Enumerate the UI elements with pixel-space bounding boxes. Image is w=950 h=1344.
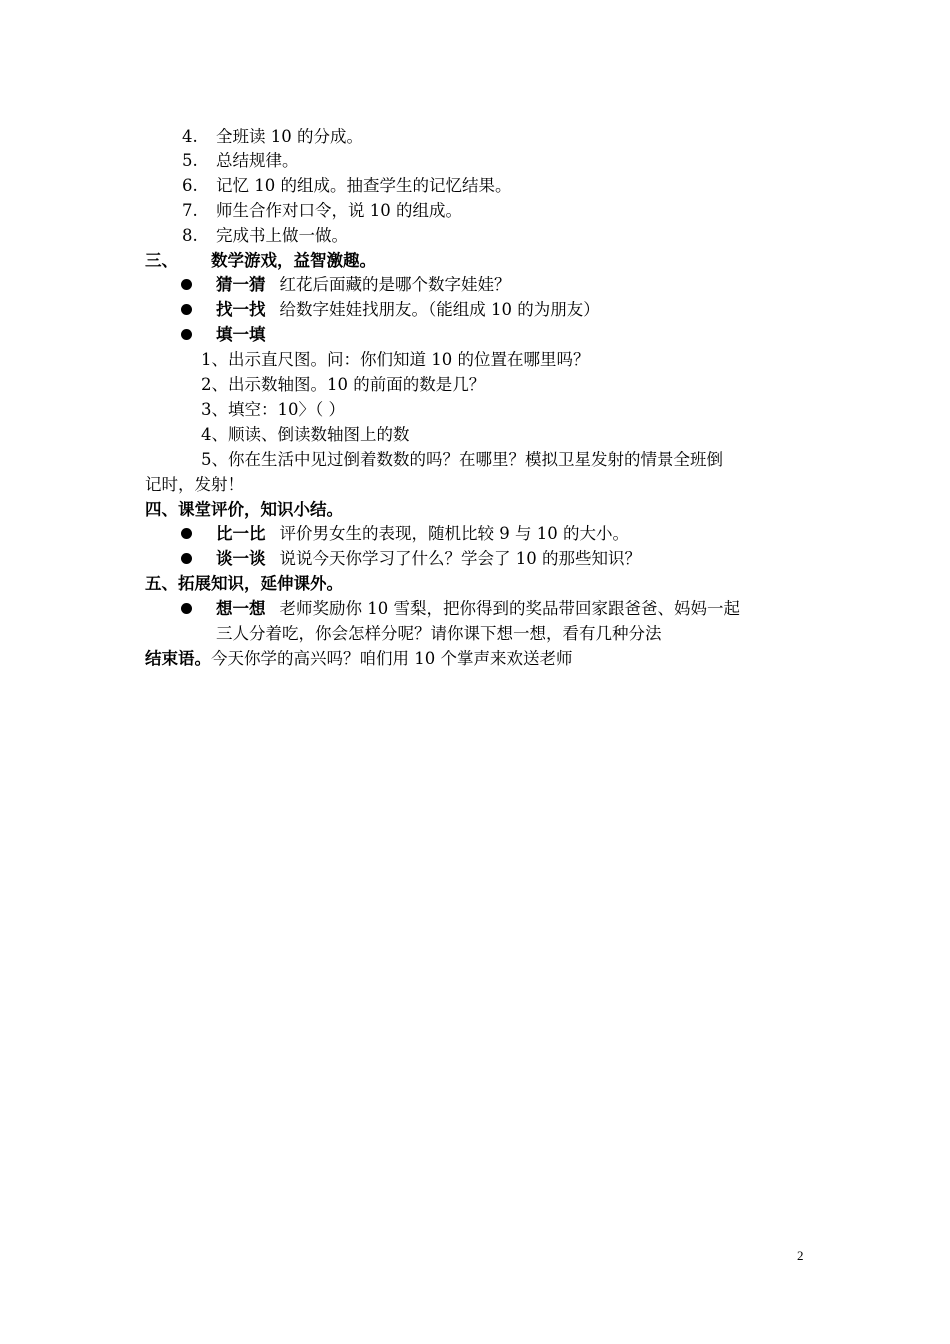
bullet-item <box>216 273 511 297</box>
section-heading <box>145 249 376 273</box>
closing-text: 今天你学的高兴吗？咱们用 10 个掌声来欢送老师 <box>211 649 573 668</box>
bullet-term: 填一填 <box>216 325 266 344</box>
page-number: 2 <box>797 1248 804 1263</box>
section-heading: 五、拓展知识，延伸课外。 <box>145 574 343 593</box>
item-number: 4. <box>182 127 198 146</box>
item-number: 5. <box>182 151 198 170</box>
bullet-text: 红花后面藏的是哪个数字娃娃？ <box>279 275 511 294</box>
section-heading: 四、课堂评价，知识小结。 <box>145 500 343 519</box>
bullet-text: 给数字娃娃找朋友。（能组成 10 的为朋友） <box>279 300 600 319</box>
bullet-continuation: 三人分着吃，你会怎样分呢？请你课下想一想，看有几种分法 <box>216 624 662 643</box>
bullet-icon <box>181 528 192 539</box>
bullet-icon <box>181 603 192 614</box>
numbered-item <box>182 149 299 173</box>
bullet-term: 找一找 <box>216 300 266 319</box>
step-line: 4、顺读、倒读数轴图上的数 <box>201 425 410 444</box>
step-continuation: 记时，发射！ <box>145 475 244 494</box>
closing-line <box>145 647 573 671</box>
bullet-icon <box>181 553 192 564</box>
numbered-item <box>182 224 348 248</box>
bullet-item <box>216 522 629 546</box>
bullet-term: 想一想 <box>216 599 266 618</box>
bullet-item <box>216 298 600 322</box>
item-text: 师生合作对口令，说 10 的组成。 <box>216 201 462 220</box>
step-line: 3、填空：10〉（ ） <box>201 400 345 419</box>
item-number: 8. <box>182 226 198 245</box>
item-number: 7. <box>182 201 198 220</box>
bullet-text: 评价男女生的表现，随机比较 9 与 10 的大小。 <box>279 524 629 543</box>
bullet-item <box>216 547 641 571</box>
item-number: 6. <box>182 176 198 195</box>
bullet-icon <box>181 304 192 315</box>
bullet-item <box>216 323 266 347</box>
item-text: 总结规律。 <box>216 151 299 170</box>
numbered-item <box>182 199 462 223</box>
section-title: 数学游戏，益智激趣。 <box>211 251 376 270</box>
bullet-term: 猜一猜 <box>216 275 266 294</box>
item-text: 完成书上做一做。 <box>216 226 348 245</box>
bullet-term: 比一比 <box>216 524 266 543</box>
item-text: 全班读 10 的分成。 <box>216 127 363 146</box>
closing-label: 结束语。 <box>145 649 211 668</box>
item-text: 记忆 10 的组成。抽查学生的记忆结果。 <box>216 176 512 195</box>
bullet-icon <box>181 279 192 290</box>
bullet-text: 老师奖励你 10 雪梨，把你得到的奖品带回家跟爸爸、妈妈一起 <box>279 599 740 618</box>
numbered-item <box>182 174 512 198</box>
step-line: 2、出示数轴图。10 的前面的数是几？ <box>201 375 486 394</box>
bullet-item <box>216 597 740 621</box>
step-line: 5、你在生活中见过倒着数数的吗？在哪里？模拟卫星发射的情景全班倒 <box>201 450 723 469</box>
bullet-text: 说说今天你学习了什么？学会了 10 的那些知识？ <box>279 549 641 568</box>
bullet-icon <box>181 329 192 340</box>
section-label: 三、 <box>145 251 178 270</box>
numbered-item <box>182 125 363 149</box>
bullet-term: 谈一谈 <box>216 549 266 568</box>
step-line: 1、出示直尺图。问：你们知道 10 的位置在哪里吗？ <box>201 350 590 369</box>
